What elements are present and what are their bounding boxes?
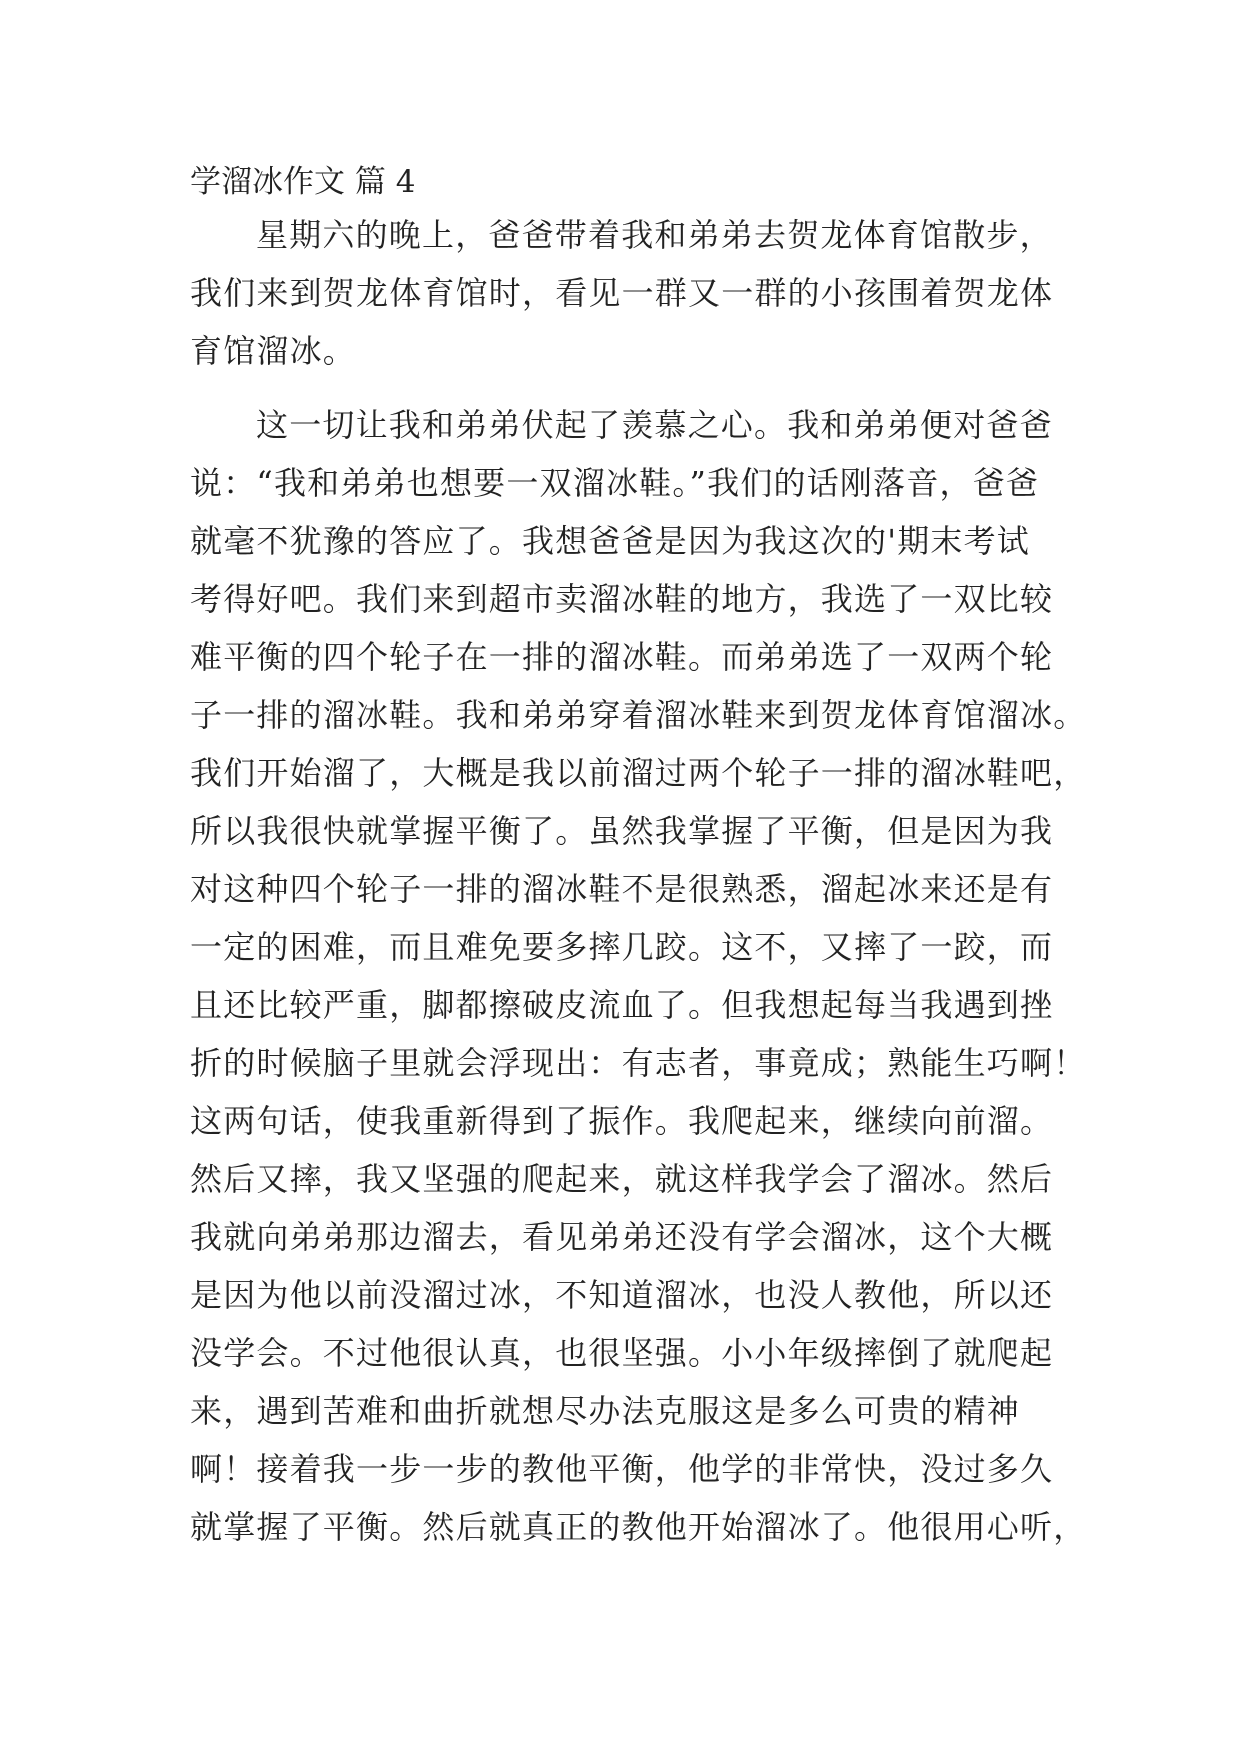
- text-line: 折的时候脑子里就会浮现出：有志者，事竟成；熟能生巧啊！: [190, 1044, 1087, 1082]
- paragraph-1: [190, 206, 1070, 380]
- text-line: 对这种四个轮子一排的溜冰鞋不是很熟悉，溜起冰来还是有: [190, 870, 1054, 908]
- document-title: 学溜冰作文 篇 4: [190, 164, 416, 200]
- text-line: 就掌握了平衡。然后就真正的教他开始溜冰了。他很用心听，: [190, 1508, 1087, 1546]
- text-line: 说：“我和弟弟也想要一双溜冰鞋。”我们的话刚落音，爸爸: [190, 464, 1040, 502]
- text-line: 且还比较严重，脚都擦破皮流血了。但我想起每当我遇到挫: [190, 986, 1054, 1024]
- text-line: 啊！接着我一步一步的教他平衡，他学的非常快，没过多久: [190, 1450, 1054, 1488]
- text-line: 然后又摔，我又坚强的爬起来，就这样我学会了溜冰。然后: [190, 1160, 1054, 1198]
- text-line: 是因为他以前没溜过冰，不知道溜冰，也没人教他，所以还: [190, 1276, 1054, 1314]
- text-line: 这一切让我和弟弟伏起了羡慕之心。我和弟弟便对爸爸: [256, 406, 1053, 444]
- text-line: 就毫不犹豫的答应了。我想爸爸是因为我这次的'期末考试: [190, 522, 1030, 560]
- text-line: 育馆溜冰。: [190, 332, 357, 370]
- text-line: 来，遇到苦难和曲折就想尽办法克服这是多么可贵的精神: [190, 1392, 1021, 1430]
- text-line: 没学会。不过他很认真，也很坚强。小小年级摔倒了就爬起: [190, 1334, 1054, 1372]
- text-line: 考得好吧。我们来到超市卖溜冰鞋的地方，我选了一双比较: [190, 580, 1054, 618]
- text-line: 子一排的溜冰鞋。我和弟弟穿着溜冰鞋来到贺龙体育馆溜冰。: [190, 696, 1087, 734]
- text-line: 我就向弟弟那边溜去，看见弟弟还没有学会溜冰，这个大概: [190, 1218, 1054, 1256]
- text-line: 这两句话，使我重新得到了振作。我爬起来，继续向前溜。: [190, 1102, 1054, 1140]
- text-line: 所以我很快就掌握平衡了。虽然我掌握了平衡，但是因为我: [190, 812, 1054, 850]
- text-line: 星期六的晚上，爸爸带着我和弟弟去贺龙体育馆散步，: [256, 216, 1053, 254]
- text-line: 我们开始溜了，大概是我以前溜过两个轮子一排的溜冰鞋吧，: [190, 754, 1087, 792]
- text-line: 一定的困难，而且难免要多摔几跤。这不，又摔了一跤，而: [190, 928, 1054, 966]
- text-line: 难平衡的四个轮子在一排的溜冰鞋。而弟弟选了一双两个轮: [190, 638, 1054, 676]
- paragraph-2: [190, 396, 1087, 1556]
- text-line: 我们来到贺龙体育馆时，看见一群又一群的小孩围着贺龙体: [190, 274, 1054, 312]
